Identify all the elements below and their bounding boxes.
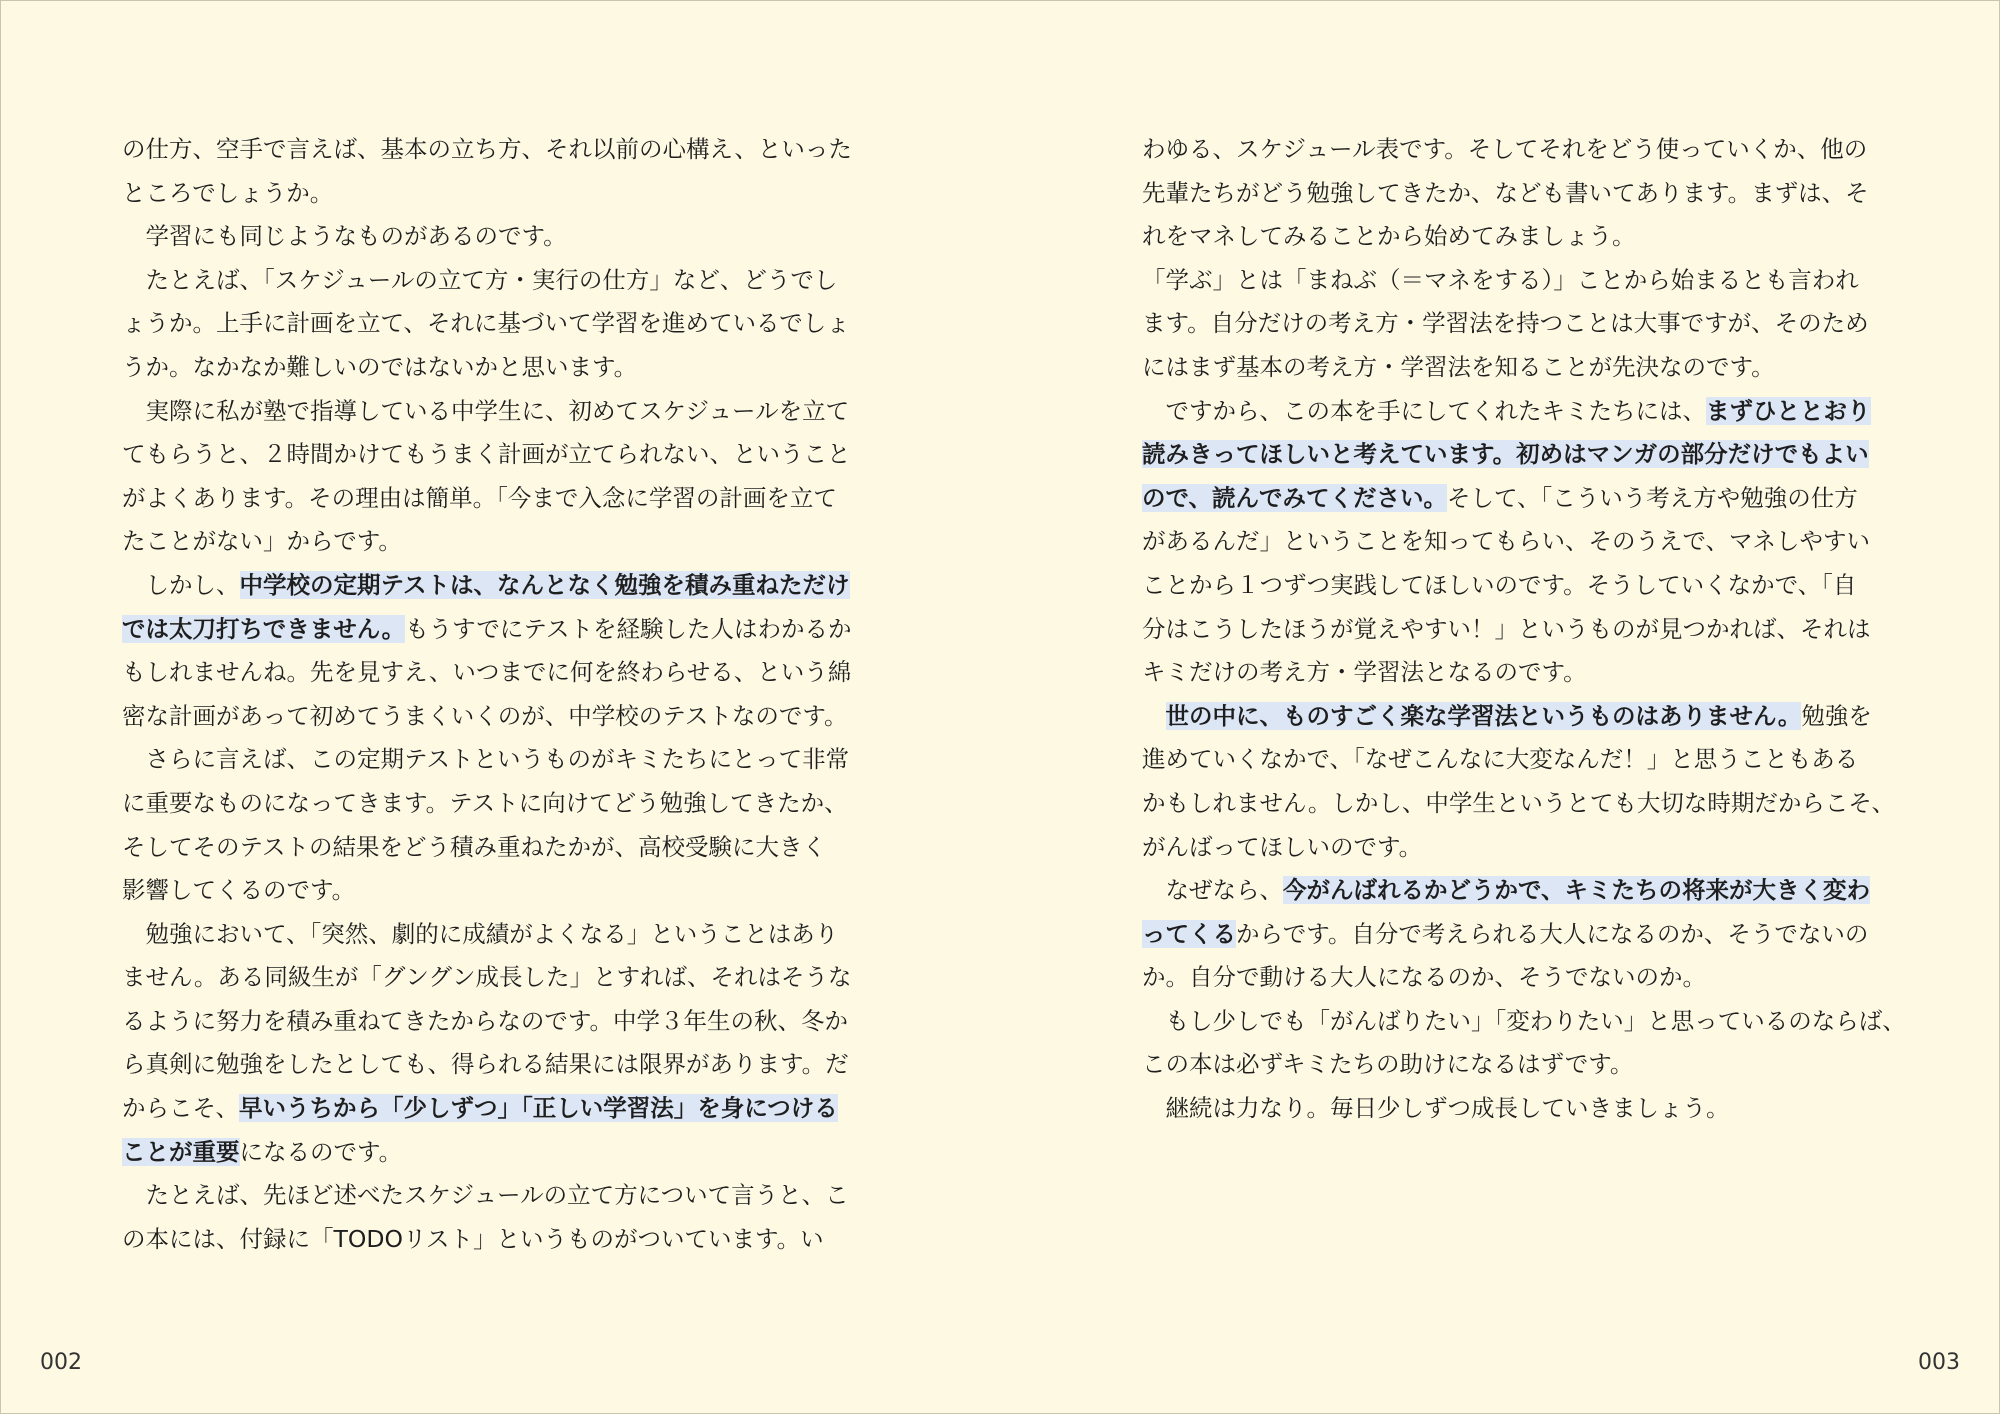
highlighted-text: 世の中に、ものすごく楽な学習法というものはありません。 xyxy=(1165,701,1802,730)
text-line xyxy=(122,215,862,259)
left-page xyxy=(122,128,862,1261)
highlighted-text: 中学校の定期テストは、なんとなく勉強を積み重ねただけ xyxy=(239,570,850,599)
body-text: があるんだ」ということを知ってもらい、そのうえで、マネしやすい xyxy=(1142,527,1871,556)
text-line xyxy=(1142,913,1892,957)
body-text: ですから、この本を手にしてくれたキミたちには、 xyxy=(1142,396,1706,425)
body-text: 分はこうしたほうが覚えやすい！」というものが見つかれば、それは xyxy=(1142,614,1871,643)
body-text: にはまず基本の考え方・学習法を知ることが先決なのです。 xyxy=(1142,352,1775,381)
text-line xyxy=(1142,302,1892,346)
text-line xyxy=(1142,608,1892,652)
body-text: もし少しでも「がんばりたい」「変わりたい」と思っているのならば、 xyxy=(1142,1006,1906,1035)
highlighted-text: 早いうちから「少しずつ」「正しい学習法」を身につける xyxy=(239,1094,838,1123)
body-text: れをマネしてみることから始めてみましょう。 xyxy=(1142,222,1636,251)
text-line xyxy=(1142,172,1892,216)
body-text: うか。なかなか難しいのではないかと思います。 xyxy=(122,352,638,381)
text-line xyxy=(122,651,862,695)
page-number-right: 003 xyxy=(1918,1350,1960,1375)
text-line xyxy=(1142,782,1895,826)
text-line xyxy=(122,738,862,782)
body-text: ません。ある同級生が「グングン成長した」とすれば、それはそうな xyxy=(122,963,852,992)
text-line xyxy=(122,477,862,521)
body-text: わゆる、スケジュール表です。そしてそれをどう使っていくか、他の xyxy=(1142,135,1868,163)
body-text: ます。自分だけの考え方・学習法を持つことは大事ですが、そのため xyxy=(1142,309,1869,338)
body-text: るように努力を積み重ねてきたからなのです。中学３年生の秋、冬か xyxy=(122,1006,849,1035)
text-line xyxy=(122,695,862,739)
body-text: に重要なものになってきます。テストに向けてどう勉強してきたか、 xyxy=(122,788,848,817)
body-text: 影響してくるのです。 xyxy=(122,876,356,905)
text-line xyxy=(1142,1000,1906,1044)
body-text: てもらうと、２時間かけてもうまく計画が立てられない、ということ xyxy=(122,440,851,469)
body-text: そして、「こういう考え方や勉強の仕方 xyxy=(1447,483,1858,512)
highlighted-text: 今がんばれるかどうかで、キミたちの将来が大きく変わ xyxy=(1283,876,1871,905)
body-text: そしてそのテストの結果をどう積み重ねたかが、高校受験に大きく xyxy=(122,832,827,861)
text-line xyxy=(1142,695,1892,739)
text-line xyxy=(122,869,862,913)
page-number-left: 002 xyxy=(40,1350,82,1375)
text-line xyxy=(122,1043,862,1087)
body-text: 実際に私が塾で指導している中学生に、初めてスケジュールを立て xyxy=(122,396,850,425)
body-text: 勉強において、「突然、劇的に成績がよくなる」ということはあり xyxy=(122,919,839,948)
text-line xyxy=(1142,215,1892,259)
body-text: なぜなら、 xyxy=(1142,876,1283,905)
body-text: からこそ、 xyxy=(122,1094,240,1123)
body-text: しかし、 xyxy=(122,570,240,599)
highlighted-text: では太刀打ちできません。 xyxy=(122,614,406,643)
body-text: になるのです。 xyxy=(239,1137,403,1166)
text-line xyxy=(122,346,862,390)
body-text: ことから１つずつ実践してほしいのです。そうしていくなかで、「自 xyxy=(1142,570,1857,599)
text-line xyxy=(122,956,862,1000)
body-text: 学習にも同じようなものがあるのです。 xyxy=(122,222,567,251)
body-text xyxy=(1142,702,1166,730)
text-line xyxy=(122,128,862,172)
text-line xyxy=(1142,564,1892,608)
highlighted-text: ってくる xyxy=(1142,919,1236,948)
text-line xyxy=(122,1000,862,1044)
text-line xyxy=(122,913,862,957)
body-text: たとえば、先ほど述べたスケジュールの立て方について言うと、こ xyxy=(122,1181,849,1210)
body-text: 継続は力なり。毎日少しずつ成長していきましょう。 xyxy=(1142,1094,1730,1123)
text-line xyxy=(1142,956,1892,1000)
text-line xyxy=(122,782,862,826)
body-text: たとえば、「スケジュールの立て方・実行の仕方」など、どうでし xyxy=(122,265,838,294)
text-line xyxy=(122,259,862,303)
text-line xyxy=(1142,738,1892,782)
text-line xyxy=(1142,869,1892,913)
body-text: もしれませんね。先を見すえ、いつまでに何を終わらせる、という綿 xyxy=(122,658,852,687)
highlighted-text: ので、読んでみてください。 xyxy=(1142,483,1448,512)
body-text: 密な計画があって初めてうまくいくのが、中学校のテストなのです。 xyxy=(122,701,848,730)
body-text: 「学ぶ」とは「まねぶ（＝マネをする）」ことから始まるとも言われ xyxy=(1142,265,1859,294)
text-line xyxy=(1142,1087,1892,1131)
text-line xyxy=(122,1131,862,1175)
text-line xyxy=(122,390,862,434)
body-text: 先輩たちがどう勉強してきたか、なども書いてあります。まずは、そ xyxy=(1142,178,1869,207)
body-text: ら真剣に勉強をしたとしても、得られる結果には限界があります。だ xyxy=(122,1050,849,1079)
text-line xyxy=(122,826,862,870)
text-line xyxy=(122,302,862,346)
body-text: ところでしょうか。 xyxy=(122,178,334,207)
body-text: の本には、付録に「TODOリスト」というものがついています。い xyxy=(122,1224,824,1253)
highlighted-text: まずひととおり xyxy=(1706,396,1871,425)
text-line xyxy=(1142,128,1892,172)
text-line xyxy=(1142,259,1892,303)
text-line xyxy=(122,608,862,652)
body-text: がんばってほしいのです。 xyxy=(1142,832,1423,861)
body-text: かもしれません。しかし、中学生というとても大切な時期だからこそ、 xyxy=(1142,788,1895,817)
body-text: 進めていくなかで、「なぜこんなに大変なんだ！」と思うこともある xyxy=(1142,745,1859,774)
text-line xyxy=(1142,346,1892,390)
body-text: キミだけの考え方・学習法となるのです。 xyxy=(1142,658,1587,687)
body-text: さらに言えば、この定期テストというものがキミたちにとって非常 xyxy=(122,745,850,774)
highlighted-text: ことが重要 xyxy=(122,1137,240,1166)
text-line xyxy=(122,1218,862,1262)
text-line xyxy=(122,172,862,216)
body-text: ょうか。上手に計画を立て、それに基づいて学習を進めているでしょ xyxy=(122,309,850,338)
text-line xyxy=(122,1174,862,1218)
text-line xyxy=(1142,433,1892,477)
text-line xyxy=(1142,390,1892,434)
body-text: か。自分で動ける大人になるのか、そうでないのか。 xyxy=(1142,963,1706,992)
text-line xyxy=(122,1087,862,1131)
text-line xyxy=(1142,477,1892,521)
body-text: がよくあります。その理由は簡単。「今まで入念に学習の計画を立て xyxy=(122,483,837,512)
text-line xyxy=(1142,520,1892,564)
highlighted-text: 読みきってほしいと考えています。初めはマンガの部分だけでもよい xyxy=(1142,440,1869,469)
body-text: 勉強を xyxy=(1801,701,1872,730)
text-line xyxy=(122,564,862,608)
body-text: この本は必ずキミたちの助けになるはずです。 xyxy=(1142,1050,1634,1079)
body-text: からです。自分で考えられる大人になるのか、そうでないの xyxy=(1236,919,1869,948)
body-text: もうすでにテストを経験した人はわかるか xyxy=(405,614,852,643)
text-line xyxy=(122,433,862,477)
right-page xyxy=(1142,128,1906,1131)
body-text: たことがない」からです。 xyxy=(122,527,402,556)
text-line xyxy=(122,520,862,564)
text-line xyxy=(1142,1043,1892,1087)
body-text: の仕方、空手で言えば、基本の立ち方、それ以前の心構え、といった xyxy=(122,135,852,163)
text-line xyxy=(1142,826,1892,870)
text-line xyxy=(1142,651,1892,695)
